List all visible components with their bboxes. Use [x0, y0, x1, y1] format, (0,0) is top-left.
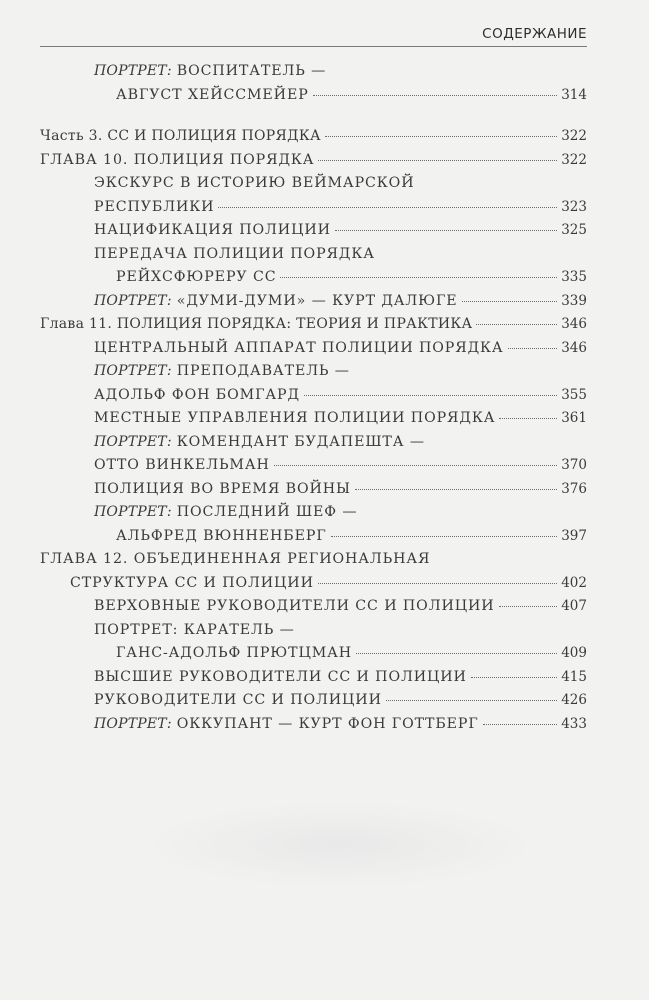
page-number: 325	[561, 222, 587, 238]
toc-entry	[40, 666, 587, 690]
toc-entry-title: РЕСПУБЛИКИ	[94, 198, 215, 215]
toc-entry-title: АЛЬФРЕД ВЮННЕНБЕРГ	[116, 527, 327, 544]
toc-entry-title: РЕЙХСФЮРЕРУ СС	[116, 269, 277, 285]
page-number: 323	[561, 198, 587, 215]
toc-entry-title: ПЕРЕДАЧА ПОЛИЦИИ ПОРЯДКА	[94, 245, 375, 262]
toc-entry	[40, 149, 587, 173]
portrait-label: ПОРТРЕТ:	[94, 363, 172, 379]
dot-leader	[335, 229, 557, 231]
toc-entry	[40, 689, 587, 713]
dot-leader	[462, 300, 557, 302]
page-number: 409	[561, 645, 587, 661]
toc-entry-title: Глава 11. ПОЛИЦИЯ ПОРЯДКА: ТЕОРИЯ И ПРАКТИКА	[40, 316, 473, 332]
page-number: 346	[561, 339, 587, 356]
toc-entry-title: РУКОВОДИТЕЛИ СС И ПОЛИЦИИ	[94, 692, 382, 708]
dot-leader	[355, 488, 557, 490]
toc-entry-title: ЭКСКУРС В ИСТОРИЮ ВЕЙМАРСКОЙ	[94, 175, 415, 191]
toc-entry	[40, 125, 587, 149]
portrait-label: ПОРТРЕТ:	[94, 292, 172, 309]
toc-entry	[40, 337, 587, 361]
toc-entry-title: КОМЕНДАНТ БУДАПЕШТА —	[176, 433, 425, 450]
toc-entry-title: НАЦИФИКАЦИЯ ПОЛИЦИИ	[94, 222, 331, 238]
toc-entry	[40, 619, 587, 666]
toc-entry	[40, 478, 587, 502]
page-number: 407	[561, 598, 587, 614]
dot-leader	[499, 417, 557, 419]
toc-entry-title: ПРЕПОДАВАТЕЛЬ —	[176, 363, 350, 379]
dot-leader	[218, 206, 557, 208]
toc-entry	[40, 313, 587, 337]
page-number: 346	[561, 316, 587, 332]
toc-entry-title: ГЛАВА 10. ПОЛИЦИЯ ПОРЯДКА	[40, 151, 315, 168]
toc-entry	[40, 290, 587, 314]
toc-entry-title: ЦЕНТРАЛЬНЫЙ АППАРАТ ПОЛИЦИИ ПОРЯДКА	[94, 339, 504, 356]
toc-entry	[40, 431, 587, 478]
table-of-contents	[40, 60, 587, 736]
dot-leader	[325, 135, 557, 137]
toc-entry-title: ОККУПАНТ — КУРТ ФОН ГОТТБЕРГ	[176, 715, 479, 732]
dot-leader	[476, 323, 557, 325]
page-number: 415	[561, 668, 587, 685]
page-number: 322	[561, 128, 587, 144]
toc-entry-title: ВОСПИТАТЕЛЬ —	[176, 63, 327, 79]
page-number: 376	[561, 480, 587, 497]
toc-entry	[40, 407, 587, 431]
dot-leader	[356, 652, 557, 654]
dot-leader	[499, 605, 557, 607]
toc-entry-title: ПОСЛЕДНИЙ ШЕФ —	[176, 504, 358, 520]
page-number: 426	[561, 692, 587, 708]
page-number: 433	[561, 715, 587, 732]
dot-leader	[508, 347, 557, 349]
toc-entry-title: ПОЛИЦИЯ ВО ВРЕМЯ ВОЙНЫ	[94, 480, 351, 497]
toc-entry	[40, 548, 587, 595]
toc-entry-title: ОТТО ВИНКЕЛЬМАН	[94, 457, 270, 473]
page-number: 335	[561, 269, 587, 285]
page-number: 370	[561, 457, 587, 473]
dot-leader	[313, 94, 557, 96]
dot-leader	[274, 464, 557, 466]
dot-leader	[318, 582, 557, 584]
page-number: 361	[561, 410, 587, 426]
dot-leader	[318, 159, 557, 161]
toc-entry-title: МЕСТНЫЕ УПРАВЛЕНИЯ ПОЛИЦИИ ПОРЯДКА	[94, 410, 496, 426]
page-number: 402	[561, 574, 587, 591]
toc-entry-title: ГЛАВА 12. ОБЪЕДИНЕННАЯ РЕГИОНАЛЬНАЯ	[40, 551, 431, 567]
page-stain	[140, 800, 540, 890]
toc-entry-title: СТРУКТУРА СС И ПОЛИЦИИ	[70, 574, 314, 591]
dot-leader	[331, 535, 557, 537]
dot-leader	[471, 676, 557, 678]
page-number: 322	[561, 151, 587, 168]
portrait-label: ПОРТРЕТ:	[94, 504, 172, 520]
dot-leader	[483, 723, 557, 725]
toc-entry-title: Часть 3. СС И ПОЛИЦИЯ ПОРЯДКА	[40, 128, 321, 144]
page-number: 339	[561, 292, 587, 309]
dot-leader	[280, 276, 557, 278]
toc-entry	[40, 360, 587, 407]
toc-entry	[40, 219, 587, 243]
toc-entry-title: АДОЛЬФ ФОН БОМГАРД	[94, 386, 300, 403]
toc-entry	[40, 501, 587, 548]
page-number: 397	[561, 527, 587, 544]
running-header: СОДЕРЖАНИЕ	[482, 26, 587, 42]
toc-entry	[40, 713, 587, 737]
header-rule	[40, 46, 587, 47]
dot-leader	[304, 394, 557, 396]
page-number: 314	[561, 86, 587, 103]
toc-entry	[40, 60, 587, 107]
toc-entry-title: «ДУМИ-ДУМИ» — КУРТ ДАЛЮГЕ	[176, 292, 458, 309]
toc-entry	[40, 243, 587, 290]
toc-entry-title: АВГУСТ ХЕЙССМЕЙЕР	[116, 86, 309, 103]
section-gap	[40, 107, 587, 125]
portrait-label: ПОРТРЕТ:	[94, 433, 172, 450]
dot-leader	[386, 699, 557, 701]
toc-entry-title: ВЫСШИЕ РУКОВОДИТЕЛИ СС И ПОЛИЦИИ	[94, 668, 467, 685]
toc-entry-title: ГАНС-АДОЛЬФ ПРЮТЦМАН	[116, 645, 353, 661]
toc-entry	[40, 595, 587, 619]
portrait-label: ПОРТРЕТ:	[94, 63, 172, 79]
page-number: 355	[561, 386, 587, 403]
toc-entry-title: ВЕРХОВНЫЕ РУКОВОДИТЕЛИ СС И ПОЛИЦИИ	[94, 598, 495, 614]
portrait-label: ПОРТРЕТ:	[94, 715, 172, 732]
toc-entry	[40, 172, 587, 219]
toc-entry-title: ПОРТРЕТ: КАРАТЕЛЬ —	[94, 621, 295, 638]
